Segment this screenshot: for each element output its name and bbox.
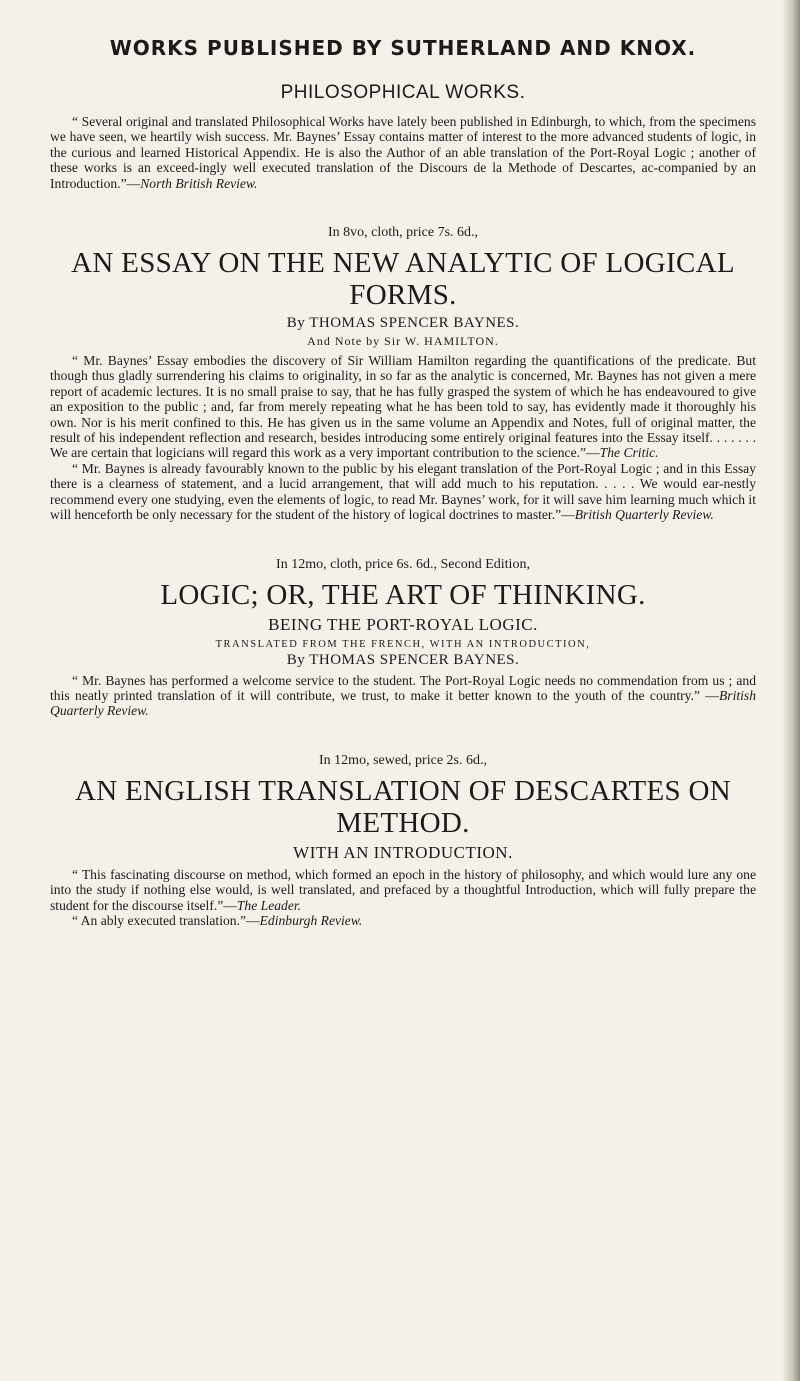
book-title: LOGIC; OR, THE ART OF THINKING. <box>160 578 646 611</box>
review-source: The Critic. <box>599 445 659 461</box>
book-descartes <box>50 753 756 929</box>
book-format: In 8vo, cloth, price 7s. 6d., <box>327 225 479 241</box>
review <box>50 353 756 461</box>
review-text: “ An ably executed translation.”— <box>72 912 260 928</box>
page-header: WORKS PUBLISHED BY SUTHERLAND AND KNOX. <box>109 36 697 60</box>
page-edge-shadow <box>782 0 800 1381</box>
book-logic <box>50 557 756 719</box>
intro-review <box>50 114 756 191</box>
review-source: British Quarterly Review. <box>50 687 756 719</box>
book-title: AN ENGLISH TRANSLATION OF DESCARTES ON METHOD. <box>74 774 731 839</box>
book-note: And Note by Sir W. HAMILTON. <box>307 334 499 349</box>
book-essay <box>50 225 756 522</box>
review <box>50 461 756 523</box>
book-subtitle: BEING THE PORT-ROYAL LOGIC. <box>268 614 538 634</box>
review-text: “ Mr. Baynes has performed a welcome service to the student. The Port-Royal Logic needs no commendation from us ; and this neatly printed translation of it will contribute, we trust, to make it better known to the youth of the country.” — <box>50 672 756 703</box>
review <box>50 913 756 928</box>
book-author: By THOMAS SPENCER BAYNES. <box>286 315 520 332</box>
review-source: Edinburgh Review. <box>259 912 363 928</box>
review-text: “ Mr. Baynes’ Essay embodies the discovery of Sir William Hamilton regarding the quantifications of the predicate. But though thus gladly surrendering his claims to originality, in so far as the analytic is concerned, Mr. Baynes has not given a mere report of academic lectures. It is no small praise to say, that he has fully grasped the system of which he has endeavoured to give an exposition to the public ; and, far from merely repeating what he has been told to say, has evidently made it thoroughly his own. Nor is his merit confined to this. He has given us in the same volume an Appendix and Notes, full of original matter, the result of his independent reflection and research, besides introducing some entirely original features into the Essay itself. . . . . . . We are certain that logicians will regard this work as a very important contribution to the science.”— <box>50 353 756 461</box>
book-format: In 12mo, cloth, price 6s. 6d., Second Edition, <box>276 556 530 572</box>
review-source: British Quarterly Review. <box>574 507 714 523</box>
review-source: The Leader. <box>236 897 302 913</box>
book-subtitle: WITH AN INTRODUCTION. <box>293 842 513 862</box>
review-text: “ This fascinating discourse on method, which formed an epoch in the history of philosophy, and which would lure any one into the study if nothing else would, is well translated, and prefaced by a thoughtful Introduction, which will fully prepare the student for the discourse itself.”— <box>50 866 756 913</box>
section-title: PHILOSOPHICAL WORKS. <box>280 82 526 103</box>
catalogue-page <box>50 36 756 928</box>
review-text: “ Mr. Baynes is already favourably known to the public by his elegant translation of the Port-Royal Logic ; and in this Essay there is a clearness of statement, and a lucid arrangement, that will add much to his reputation. . . . . We would ear-nestly recommend every one studying, even the elements of logic, to read Mr. Baynes’ work, for it will save him learning much which it will henceforth be only necessary for the student of the history of logical doctrines to master.”— <box>50 460 756 523</box>
book-format: In 12mo, sewed, price 2s. 6d., <box>319 752 487 768</box>
review <box>50 867 756 913</box>
book-translation-note: TRANSLATED FROM THE FRENCH, WITH AN INTRODUCTION, <box>215 638 591 650</box>
book-author: By THOMAS SPENCER BAYNES. <box>286 651 520 668</box>
book-title: AN ESSAY ON THE NEW ANALYTIC OF LOGICAL FORMS. <box>71 247 735 312</box>
intro-review-text: “ Several original and translated Philosophical Works have lately been published in Edinburgh, to which, from the specimens we have seen, we heartily wish success. Mr. Baynes’ Essay contains matter of interest to the more advanced students of logic, in the curious and learned Historical Appendix. He is also the Author of an able translation of the Port-Royal Logic ; another of these works is an exceed-ingly well executed translation of the Discours de la Methode of Descartes, ac-companied by an Introduction.”— <box>50 114 756 191</box>
review <box>50 673 756 719</box>
intro-review-source: North British Review. <box>140 175 258 191</box>
